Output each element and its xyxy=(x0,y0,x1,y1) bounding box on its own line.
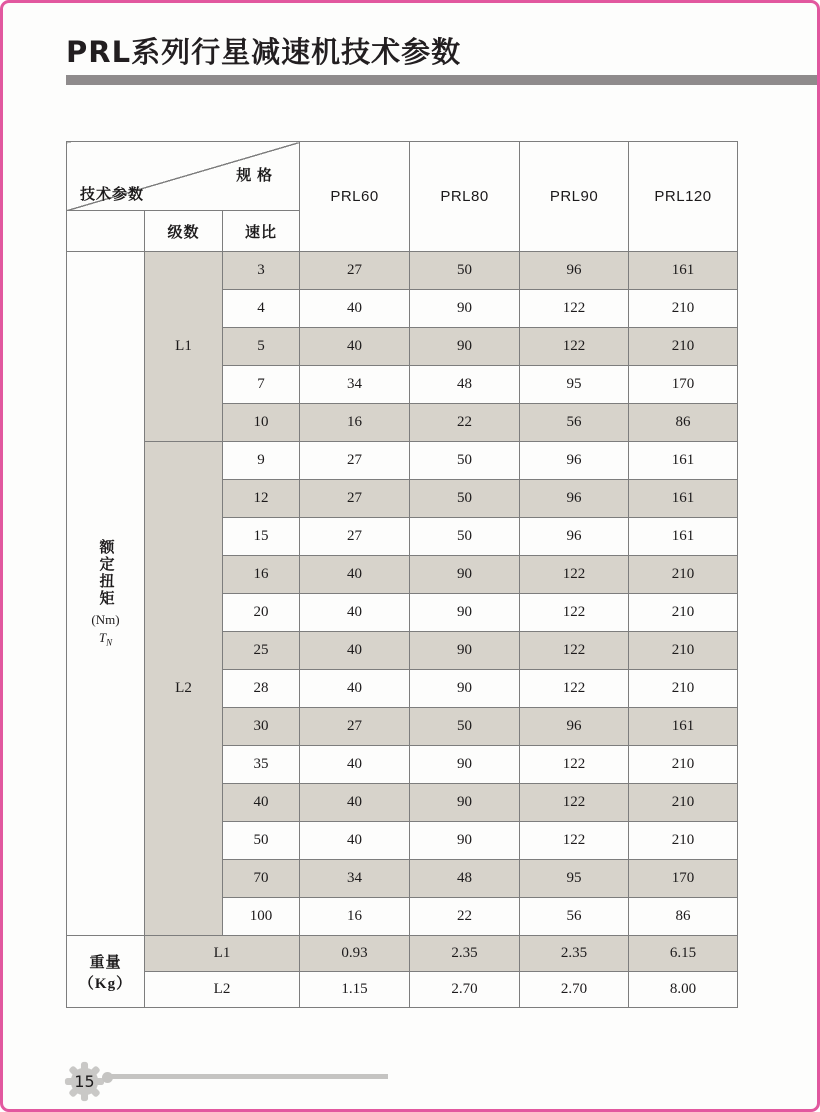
value-cell: 122 xyxy=(520,784,629,822)
torque-symbol: $T_N$ xyxy=(98,629,113,648)
value-cell: 50 xyxy=(410,708,520,746)
gear-icon xyxy=(64,1061,105,1102)
value-cell: 210 xyxy=(629,632,738,670)
value-cell: 27 xyxy=(300,442,410,480)
weight-value-cell: 2.35 xyxy=(410,936,520,972)
footer-rule xyxy=(108,1074,388,1079)
value-cell: 40 xyxy=(300,556,410,594)
value-cell: 96 xyxy=(520,708,629,746)
value-cell: 96 xyxy=(520,480,629,518)
value-cell: 122 xyxy=(520,632,629,670)
title-underline-bar xyxy=(66,75,820,85)
value-cell: 86 xyxy=(629,898,738,936)
value-cell: 210 xyxy=(629,822,738,860)
value-cell: 90 xyxy=(410,594,520,632)
value-cell: 90 xyxy=(410,746,520,784)
value-cell: 48 xyxy=(410,366,520,404)
value-cell: 122 xyxy=(520,822,629,860)
value-cell: 170 xyxy=(629,860,738,898)
value-cell: 96 xyxy=(520,252,629,290)
value-cell: 27 xyxy=(300,480,410,518)
weight-value-cell: 2.70 xyxy=(410,972,520,1008)
value-cell: 95 xyxy=(520,860,629,898)
ratio-cell: 4 xyxy=(223,290,300,328)
ratio-cell: 5 xyxy=(223,328,300,366)
value-cell: 210 xyxy=(629,746,738,784)
value-cell: 90 xyxy=(410,328,520,366)
value-cell: 90 xyxy=(410,290,520,328)
value-cell: 48 xyxy=(410,860,520,898)
value-cell: 122 xyxy=(520,290,629,328)
ratio-cell: 70 xyxy=(223,860,300,898)
ratio-cell: 100 xyxy=(223,898,300,936)
value-cell: 56 xyxy=(520,898,629,936)
value-cell: 40 xyxy=(300,746,410,784)
page-title: PRL系列行星减速机技术参数 xyxy=(66,35,462,69)
ratio-cell: 12 xyxy=(223,480,300,518)
value-cell: 90 xyxy=(410,670,520,708)
value-cell: 161 xyxy=(629,442,738,480)
value-cell: 40 xyxy=(300,290,410,328)
value-cell: 40 xyxy=(300,822,410,860)
ratio-cell: 9 xyxy=(223,442,300,480)
weight-value-cell: 1.15 xyxy=(300,972,410,1008)
value-cell: 96 xyxy=(520,442,629,480)
value-cell: 122 xyxy=(520,556,629,594)
value-cell: 34 xyxy=(300,366,410,404)
value-cell: 170 xyxy=(629,366,738,404)
value-cell: 86 xyxy=(629,404,738,442)
value-cell: 50 xyxy=(410,518,520,556)
weight-value-cell: 2.70 xyxy=(520,972,629,1008)
ratio-cell: 40 xyxy=(223,784,300,822)
value-cell: 50 xyxy=(410,252,520,290)
weight-stage-cell: L2 xyxy=(145,972,300,1008)
value-cell: 40 xyxy=(300,632,410,670)
value-cell: 50 xyxy=(410,480,520,518)
value-cell: 22 xyxy=(410,404,520,442)
value-cell: 90 xyxy=(410,556,520,594)
value-cell: 95 xyxy=(520,366,629,404)
ratio-cell: 15 xyxy=(223,518,300,556)
value-cell: 122 xyxy=(520,670,629,708)
value-cell: 122 xyxy=(520,328,629,366)
ratio-cell: 3 xyxy=(223,252,300,290)
value-cell: 34 xyxy=(300,860,410,898)
value-cell: 210 xyxy=(629,290,738,328)
value-cell: 40 xyxy=(300,670,410,708)
value-cell: 161 xyxy=(629,480,738,518)
weight-value-cell: 2.35 xyxy=(520,936,629,972)
value-cell: 122 xyxy=(520,746,629,784)
weight-value-cell: 0.93 xyxy=(300,936,410,972)
ratio-cell: 50 xyxy=(223,822,300,860)
value-cell: 90 xyxy=(410,632,520,670)
value-cell: 56 xyxy=(520,404,629,442)
weight-value-cell: 6.15 xyxy=(629,936,738,972)
spec-table xyxy=(66,141,738,1008)
ratio-cell: 20 xyxy=(223,594,300,632)
weight-stage-cell: L1 xyxy=(145,936,300,972)
value-cell: 210 xyxy=(629,784,738,822)
ratio-subheader: 速比 xyxy=(223,211,300,252)
column-header-prl80: PRL80 xyxy=(410,142,520,252)
value-cell: 16 xyxy=(300,898,410,936)
value-cell: 27 xyxy=(300,252,410,290)
value-cell: 161 xyxy=(629,708,738,746)
value-cell: 40 xyxy=(300,784,410,822)
empty-header-cell xyxy=(67,211,145,252)
column-header-prl90: PRL90 xyxy=(520,142,629,252)
ratio-cell: 25 xyxy=(223,632,300,670)
ratio-cell: 30 xyxy=(223,708,300,746)
torque-label-vertical: 额定扭矩 xyxy=(97,539,114,607)
value-cell: 210 xyxy=(629,328,738,366)
ratio-cell: 10 xyxy=(223,404,300,442)
stage-cell: L2 xyxy=(145,442,223,936)
value-cell: 16 xyxy=(300,404,410,442)
diagonal-header-cell xyxy=(67,142,300,211)
torque-label-cell xyxy=(67,252,145,936)
spec-corner-label: 规 格 xyxy=(236,168,274,184)
weight-value-cell: 8.00 xyxy=(629,972,738,1008)
value-cell: 210 xyxy=(629,670,738,708)
stage-subheader: 级数 xyxy=(145,211,223,252)
value-cell: 90 xyxy=(410,784,520,822)
column-header-prl120: PRL120 xyxy=(629,142,738,252)
value-cell: 96 xyxy=(520,518,629,556)
page-number: 15 xyxy=(74,1072,95,1092)
value-cell: 210 xyxy=(629,594,738,632)
torque-unit: (Nm) xyxy=(91,612,120,627)
ratio-cell: 28 xyxy=(223,670,300,708)
param-corner-label: 技术参数 xyxy=(80,187,145,203)
value-cell: 90 xyxy=(410,822,520,860)
weight-label-cell: 重量（Kg） xyxy=(67,936,145,1008)
value-cell: 161 xyxy=(629,252,738,290)
ratio-cell: 16 xyxy=(223,556,300,594)
value-cell: 27 xyxy=(300,708,410,746)
value-cell: 161 xyxy=(629,518,738,556)
value-cell: 22 xyxy=(410,898,520,936)
value-cell: 40 xyxy=(300,328,410,366)
value-cell: 122 xyxy=(520,594,629,632)
column-header-prl60: PRL60 xyxy=(300,142,410,252)
stage-cell: L1 xyxy=(145,252,223,442)
value-cell: 27 xyxy=(300,518,410,556)
value-cell: 40 xyxy=(300,594,410,632)
ratio-cell: 7 xyxy=(223,366,300,404)
value-cell: 210 xyxy=(629,556,738,594)
ratio-cell: 35 xyxy=(223,746,300,784)
value-cell: 50 xyxy=(410,442,520,480)
